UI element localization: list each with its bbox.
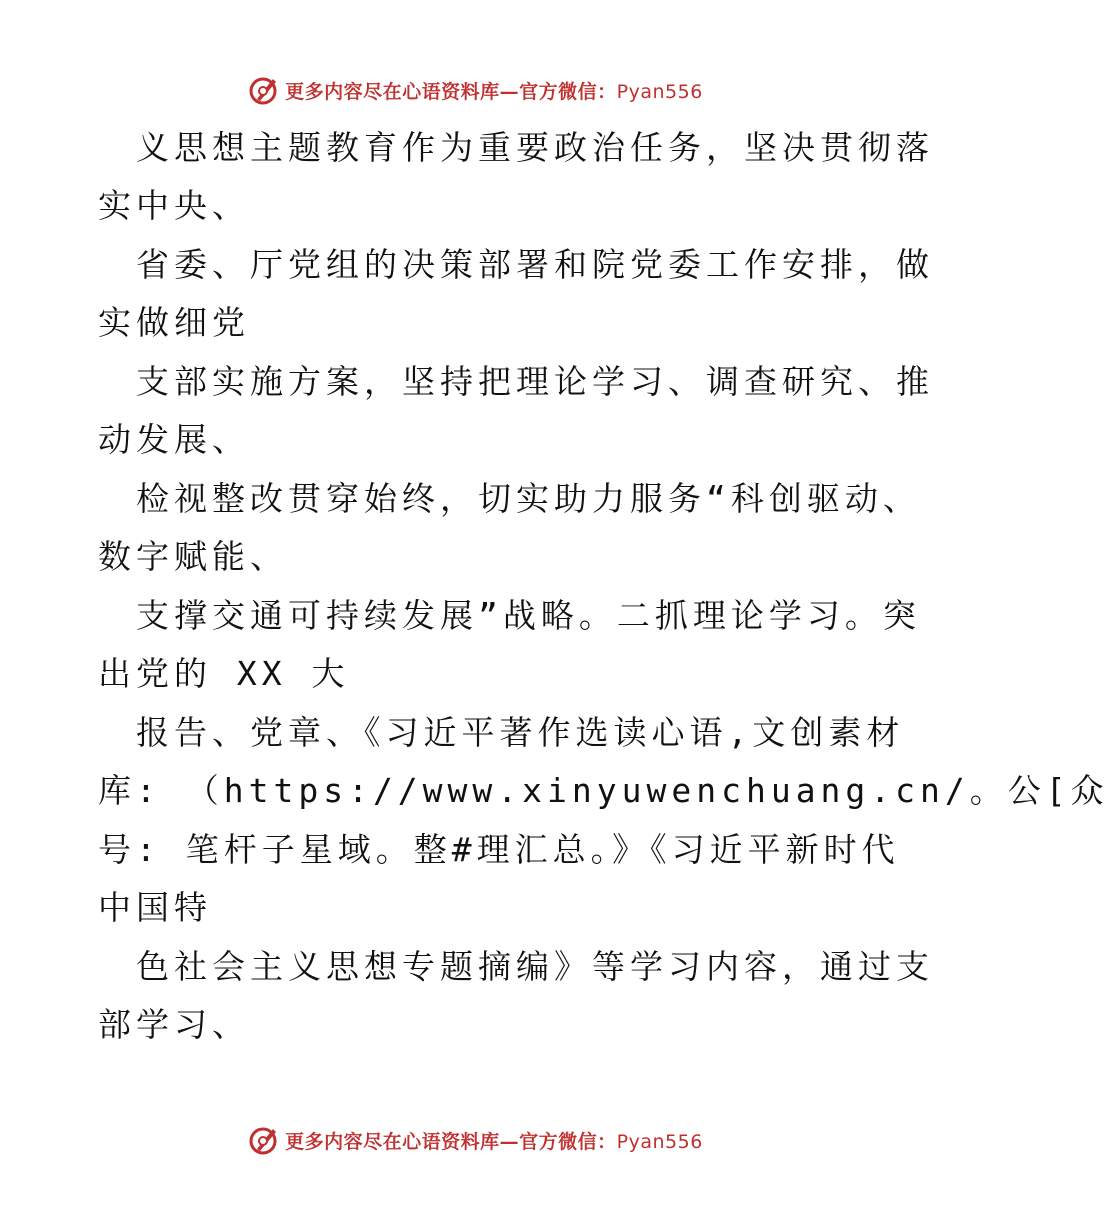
quill-logo-icon: [247, 73, 281, 107]
text-line: 支部实施方案，坚持把理论学习、调查研究、推: [136, 362, 934, 401]
footer-banner: [0, 1120, 950, 1160]
text-line: 中国特: [98, 888, 212, 927]
text-line: 库: （https://www.xinyuwenchuang.cn/。公[众: [98, 771, 1109, 810]
footer-banner-text: 更多内容尽在心语资料库—官方微信：Pyan556: [285, 1130, 703, 1153]
text-line: 省委、厅党组的决策部署和院党委工作安排，做: [136, 245, 934, 284]
text-line: 部学习、: [98, 1005, 250, 1044]
text-line: 号: 笔杆子星域。整#理汇总。》《习近平新时代: [98, 830, 900, 869]
header-banner: [0, 70, 950, 110]
text-line: 检视整改贯穿始终，切实助力服务“科创驱动、: [136, 479, 921, 518]
quill-logo-icon: [247, 1123, 281, 1157]
text-line: 出党的 XX 大: [98, 654, 350, 693]
text-line: 义思想主题教育作为重要政治任务，坚决贯彻落: [136, 128, 934, 167]
text-line: 支撑交通可持续发展”战略。二抓理论学习。突: [136, 596, 921, 635]
text-line: 报告、党章、《习近平著作选读心语,文创素材: [136, 713, 905, 752]
header-banner-text: 更多内容尽在心语资料库—官方微信：Pyan556: [285, 80, 703, 103]
text-line: 色社会主义思想专题摘编》等学习内容，通过支: [136, 947, 934, 986]
text-line: 实中央、: [98, 186, 250, 225]
text-line: 实做细党: [98, 303, 250, 342]
text-line: 动发展、: [98, 420, 250, 459]
text-line: 数字赋能、: [98, 537, 288, 576]
